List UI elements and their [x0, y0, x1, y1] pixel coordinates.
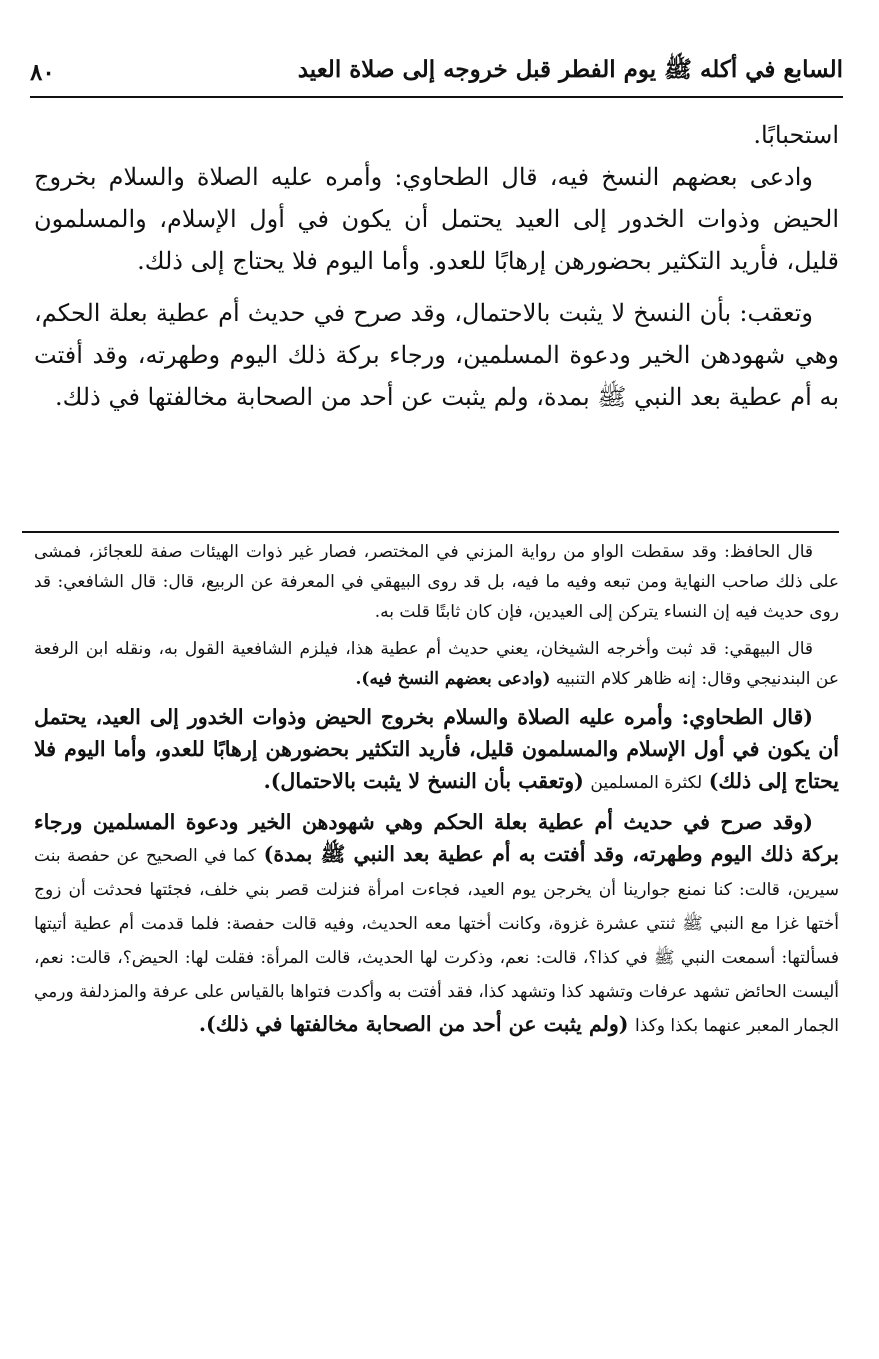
- commentary-paragraph-3: [34, 701, 839, 799]
- commentary-text: كما في الصحيح عن حفصة بنت سيرين، قالت: كنا نمنع جوارينا أن يخرجن يوم العيد، فجاءت امرأة فنزلت قصر بني خلف، فجئتها فحدثت أن زوج أختها غزا مع النبي ﷺ ثنتي عشرة غزوة، وكانت أختها معه الحديث، وفيه قالت حفصة: فلما قدمت أم عطية أتيتها فسألتها: أسمعت النبي ﷺ في كذا؟، قالت: نعم، وذكرت لها الحديث، قالت المرأة: فقلت لها: الحيض؟، قالت: نعم، أليست الحائض تشهد عرفات وتشهد كذا وتشهد كذا، فقد أفتت به وأكدت فتواها بالقياس على عرفة والمزدلفة ورمي الجمار المعبر عنهما بكذا وكذا: [34, 846, 839, 1036]
- page-header: [30, 54, 843, 90]
- main-paragraph-1: استحبابًا.: [753, 121, 839, 149]
- commentary-text: لكثرة المسلمين: [590, 773, 703, 793]
- main-paragraph-3: وتعقب: بأن النسخ لا يثبت بالاحتمال، وقد صرح في حديث أم عطية بعلة الحكم، وهي شهودهن الخير ودعوة المسلمين، ورجاء بركة ذلك اليوم وطهرته، وقد أفتت به أم عطية بعد النبي ﷺ بمدة، ولم يثبت عن أحد من الصحابة مخالفتها في ذلك.: [34, 299, 839, 411]
- quoted-text: (وتعقب بأن النسخ لا يثبت بالاحتمال).: [263, 769, 584, 793]
- quoted-text: (وادعى بعضهم النسخ فيه).: [355, 669, 551, 689]
- running-title: السابع في أكله ﷺ يوم الفطر قبل خروجه إلى صلاة العيد: [297, 56, 843, 83]
- main-text: [34, 114, 839, 418]
- commentary-divider: [22, 531, 839, 533]
- commentary-paragraph-2: [34, 634, 839, 694]
- commentary-text: قال البيهقي: قد ثبت وأخرجه الشيخان، يعني حديث أم عطية هذا، فيلزم الشافعية القول به، ونقله ابن الرفعة عن البندنيجي وقال: إنه ظاهر كلام التنبيه: [34, 639, 839, 689]
- commentary-paragraph-4: [34, 806, 839, 1042]
- page-number: ٨٠: [30, 58, 55, 86]
- quoted-text: (وقد صرح في حديث أم عطية بعلة الحكم وهي شهودهن الخير ودعوة المسلمين ورجاء بركة ذلك اليوم وطهرته، وقد أفتت به أم عطية بعد النبي ﷺ بمدة): [34, 810, 839, 866]
- quoted-text: (ولم يثبت عن أحد من الصحابة مخالفتها في ذلك).: [198, 1012, 629, 1036]
- quoted-text: (قال الطحاوي: وأمره عليه الصلاة والسلام بخروج الحيض وذوات الخدور إلى العيد، يحتمل أن يكون في أول الإسلام والمسلمون قليل، فأريد التكثير بحضورهن إرهابًا للعدو، وأما اليوم فلا يحتاج إلى ذلك): [34, 705, 839, 793]
- commentary-paragraph-1: قال الحافظ: وقد سقطت الواو من رواية المزني في المختصر، فصار غير ذوات الهيئات صفة للعجائز، فمشى على ذلك صاحب النهاية ومن تبعه وفيه ما فيه، بل قد روى البيهقي في المعرفة عن الربيع، قال: قال الشافعي: قد روى حديث فيه إن النساء يتركن إلى العيدين، فإن كان ثابتًا قلت به.: [34, 542, 839, 622]
- header-divider: [30, 96, 843, 98]
- main-paragraph-2: وادعى بعضهم النسخ فيه، قال الطحاوي: وأمره عليه الصلاة والسلام بخروج الحيض وذوات الخدور إلى العيد يحتمل أن يكون في أول الإسلام، والمسلمون قليل، فأريد التكثير بحضورهن إرهابًا للعدو. وأما اليوم فلا يحتاج إلى ذلك.: [34, 163, 839, 275]
- commentary: [34, 537, 839, 1049]
